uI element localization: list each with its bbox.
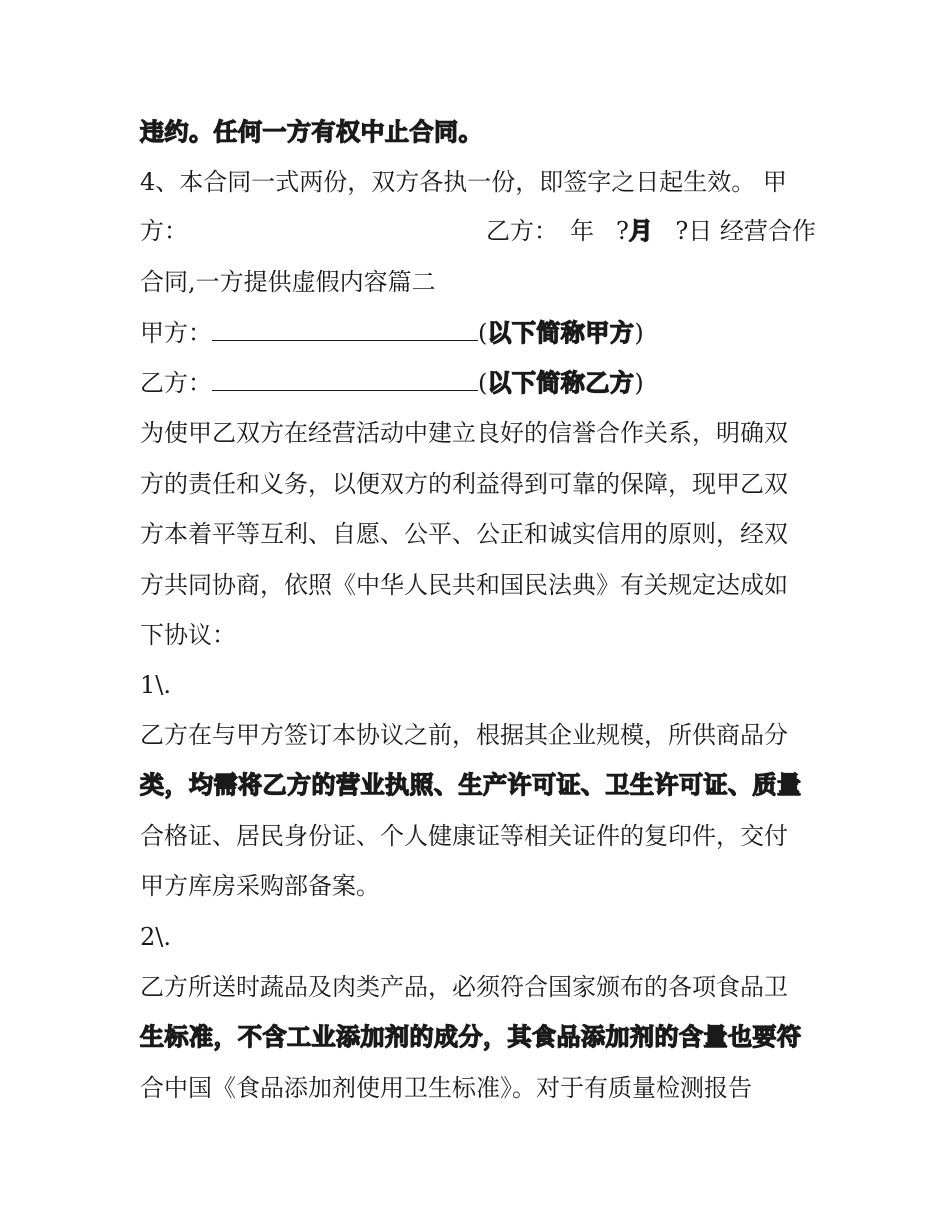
party-a-line [140,318,820,348]
party-b-label: 乙方： [140,369,212,397]
party-a-blank [212,318,478,341]
party-b-line [140,368,820,398]
signature-party-b-label: 乙方： [486,217,558,245]
item-2-number: 2\. [140,923,171,951]
signature-party-a-label: 方： [140,217,188,245]
party-b-paren-open: ( [478,369,488,397]
item-1-line: 甲方库房采购部备案。 [140,872,380,900]
intro-line: 下协议： [140,621,236,649]
party-a-label: 甲方： [140,319,212,347]
party-b-blank [212,368,478,391]
text-line-signature [140,216,820,246]
signature-month: 月 [628,217,654,245]
item-1-line: 乙方在与甲方签订本协议之前，根据其企业规模，所供商品分 [140,721,788,749]
intro-line: 方本着平等互利、自愿、公平、公正和诚实信用的原则，经双 [140,520,788,548]
item-2-line: 乙方所送时蔬品及肉类产品，必须符合国家颁布的各项食品卫 [140,973,788,1001]
party-a-paren-close: ) [634,319,644,347]
party-a-note: 以下简称甲方 [487,319,635,347]
intro-line: 为使甲乙双方在经营活动中建立良好的信誉合作关系，明确双 [140,419,788,447]
intro-line: 方的责任和义务，以便双方的利益得到可靠的保障，现甲乙双 [140,470,788,498]
item-1-number: 1\. [140,671,171,699]
text-line-copies: 4、本合同一式两份，双方各执一份，即签字之日起生效。 甲 [140,168,787,196]
party-a-paren-open: ( [478,319,488,347]
item-1-line: 合格证、居民身份证、个人健康证等相关证件的复印件，交付 [140,822,788,850]
item-2-line: 合中国《食品添加剂使用卫生标准》。对于有质量检测报告 [140,1074,752,1102]
section-title: 合同,一方提供虚假内容篇二 [140,268,436,296]
intro-line: 方共同协商，依照《中华人民共和国民法典》有关规定达成如 [140,571,788,599]
item-2-line: 生标准，不含工业添加剂的成分，其食品添加剂的含量也要符 [140,1023,802,1051]
item-1-line: 类，均需将乙方的营业执照、生产许可证、卫生许可证、质量 [140,771,802,799]
signature-day-title: ?日 经营合作 [675,217,816,245]
signature-year: 年 [570,217,594,245]
party-b-note: 以下简称乙方 [487,369,635,397]
text-line-breach: 违约。任何一方有权中止合同。 [140,118,483,146]
signature-question-mark: ? [616,217,629,245]
party-b-paren-close: ) [634,369,644,397]
